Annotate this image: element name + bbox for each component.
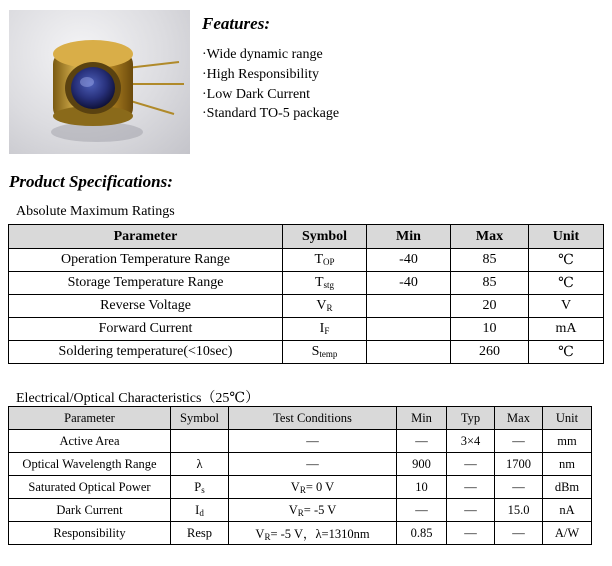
product-photo (9, 10, 190, 154)
table-header-row (9, 225, 604, 249)
cell-parameter: Forward Current (9, 318, 283, 341)
table-row (9, 522, 592, 545)
cell-min: — (397, 430, 447, 453)
feature-item: ·High Responsibility (202, 66, 320, 82)
header-symbol: Symbol (283, 225, 367, 249)
header-test-conditions: Test Conditions (229, 407, 397, 430)
cell-unit: dBm (543, 476, 592, 499)
cell-symbol: Resp (171, 522, 229, 545)
cell-max: 1700 (495, 453, 543, 476)
cell-symbol: $S_{temp}$ (283, 341, 367, 364)
cell-min: 900 (397, 453, 447, 476)
cell-conditions: — (229, 430, 397, 453)
cell-min: -40 (367, 249, 451, 272)
cell-unit: mm (543, 430, 592, 453)
table-row (9, 249, 604, 272)
cell-parameter: Dark Current (9, 499, 171, 522)
cell-parameter: Saturated Optical Power (9, 476, 171, 499)
cell-max: 15.0 (495, 499, 543, 522)
cell-unit: ℃ (529, 341, 604, 364)
cell-max: 20 (451, 295, 529, 318)
cell-symbol: $I_F$ (283, 318, 367, 341)
absolute-ratings-title: Absolute Maximum Ratings (16, 204, 175, 219)
cell-min (367, 295, 451, 318)
header-unit: Unit (543, 407, 592, 430)
cell-unit: V (529, 295, 604, 318)
cell-min: — (397, 499, 447, 522)
header-typ: Typ (447, 407, 495, 430)
features-list (202, 45, 339, 124)
table-row (9, 295, 604, 318)
header-parameter: Parameter (9, 225, 283, 249)
cell-min: 10 (397, 476, 447, 499)
table-row (9, 430, 592, 453)
cell-conditions: $V_R= -5$ V，λ=1310nm (229, 522, 397, 545)
table-row (9, 341, 604, 364)
cell-parameter: Active Area (9, 430, 171, 453)
feature-item: ·Wide dynamic range (202, 47, 323, 62)
product-specifications-title: Product Specifications: (9, 172, 173, 191)
cell-max: 260 (451, 341, 529, 364)
to5-photodiode-photo (9, 10, 190, 154)
cell-unit: mA (529, 318, 604, 341)
cell-unit: A/W (543, 522, 592, 545)
table-row (9, 272, 604, 295)
feature-item: ·Low Dark Current (202, 86, 311, 102)
header-max: Max (451, 225, 529, 249)
cell-unit: nm (543, 453, 592, 476)
cell-typ: — (447, 476, 495, 499)
cell-typ: — (447, 453, 495, 476)
cell-min: -40 (367, 272, 451, 295)
cell-symbol: $V_R$ (283, 295, 367, 318)
cell-unit: ℃ (529, 249, 604, 272)
header-parameter: Parameter (9, 407, 171, 430)
table-row (9, 453, 592, 476)
cell-symbol (171, 430, 229, 453)
cell-min: 0.85 (397, 522, 447, 545)
cell-parameter: Soldering temperature(<10sec) (9, 341, 283, 364)
cell-min (367, 341, 451, 364)
header-symbol: Symbol (171, 407, 229, 430)
cell-max: — (495, 430, 543, 453)
cell-conditions: $V_R= -5$ V (229, 499, 397, 522)
electrical-characteristics-table (8, 406, 592, 545)
cell-typ: — (447, 522, 495, 545)
table-row (9, 499, 592, 522)
cell-typ: — (447, 499, 495, 522)
cell-symbol: $I_d$ (171, 499, 229, 522)
cell-conditions: $V_R= 0$ V (229, 476, 397, 499)
header-max: Max (495, 407, 543, 430)
cell-symbol: $P_s$ (171, 476, 229, 499)
cell-conditions: — (229, 453, 397, 476)
cell-parameter: Storage Temperature Range (9, 272, 283, 295)
cell-symbol: $T_{OP}$ (283, 249, 367, 272)
header-unit: Unit (529, 225, 604, 249)
features-title: Features: (202, 14, 270, 33)
table-row (9, 476, 592, 499)
cell-max: 10 (451, 318, 529, 341)
electrical-characteristics-title: Electrical/Optical Characteristics（25℃） (16, 391, 260, 406)
cell-max: 85 (451, 272, 529, 295)
cell-parameter: Operation Temperature Range (9, 249, 283, 272)
cell-min (367, 318, 451, 341)
cell-max: 85 (451, 249, 529, 272)
table-header-row (9, 407, 592, 430)
cell-symbol: λ (171, 453, 229, 476)
cell-typ: 3×4 (447, 430, 495, 453)
feature-item: ·Standard TO-5 package (202, 106, 340, 122)
cell-max: — (495, 522, 543, 545)
cell-unit: ℃ (529, 272, 604, 295)
header-min: Min (367, 225, 451, 249)
cell-symbol: $T_{stg}$ (283, 272, 367, 295)
cell-parameter: Reverse Voltage (9, 295, 283, 318)
cell-max: — (495, 476, 543, 499)
cell-parameter: Optical Wavelength Range (9, 453, 171, 476)
header-min: Min (397, 407, 447, 430)
absolute-ratings-table (8, 224, 604, 364)
table-row (9, 318, 604, 341)
cell-unit: nA (543, 499, 592, 522)
cell-parameter: Responsibility (9, 522, 171, 545)
